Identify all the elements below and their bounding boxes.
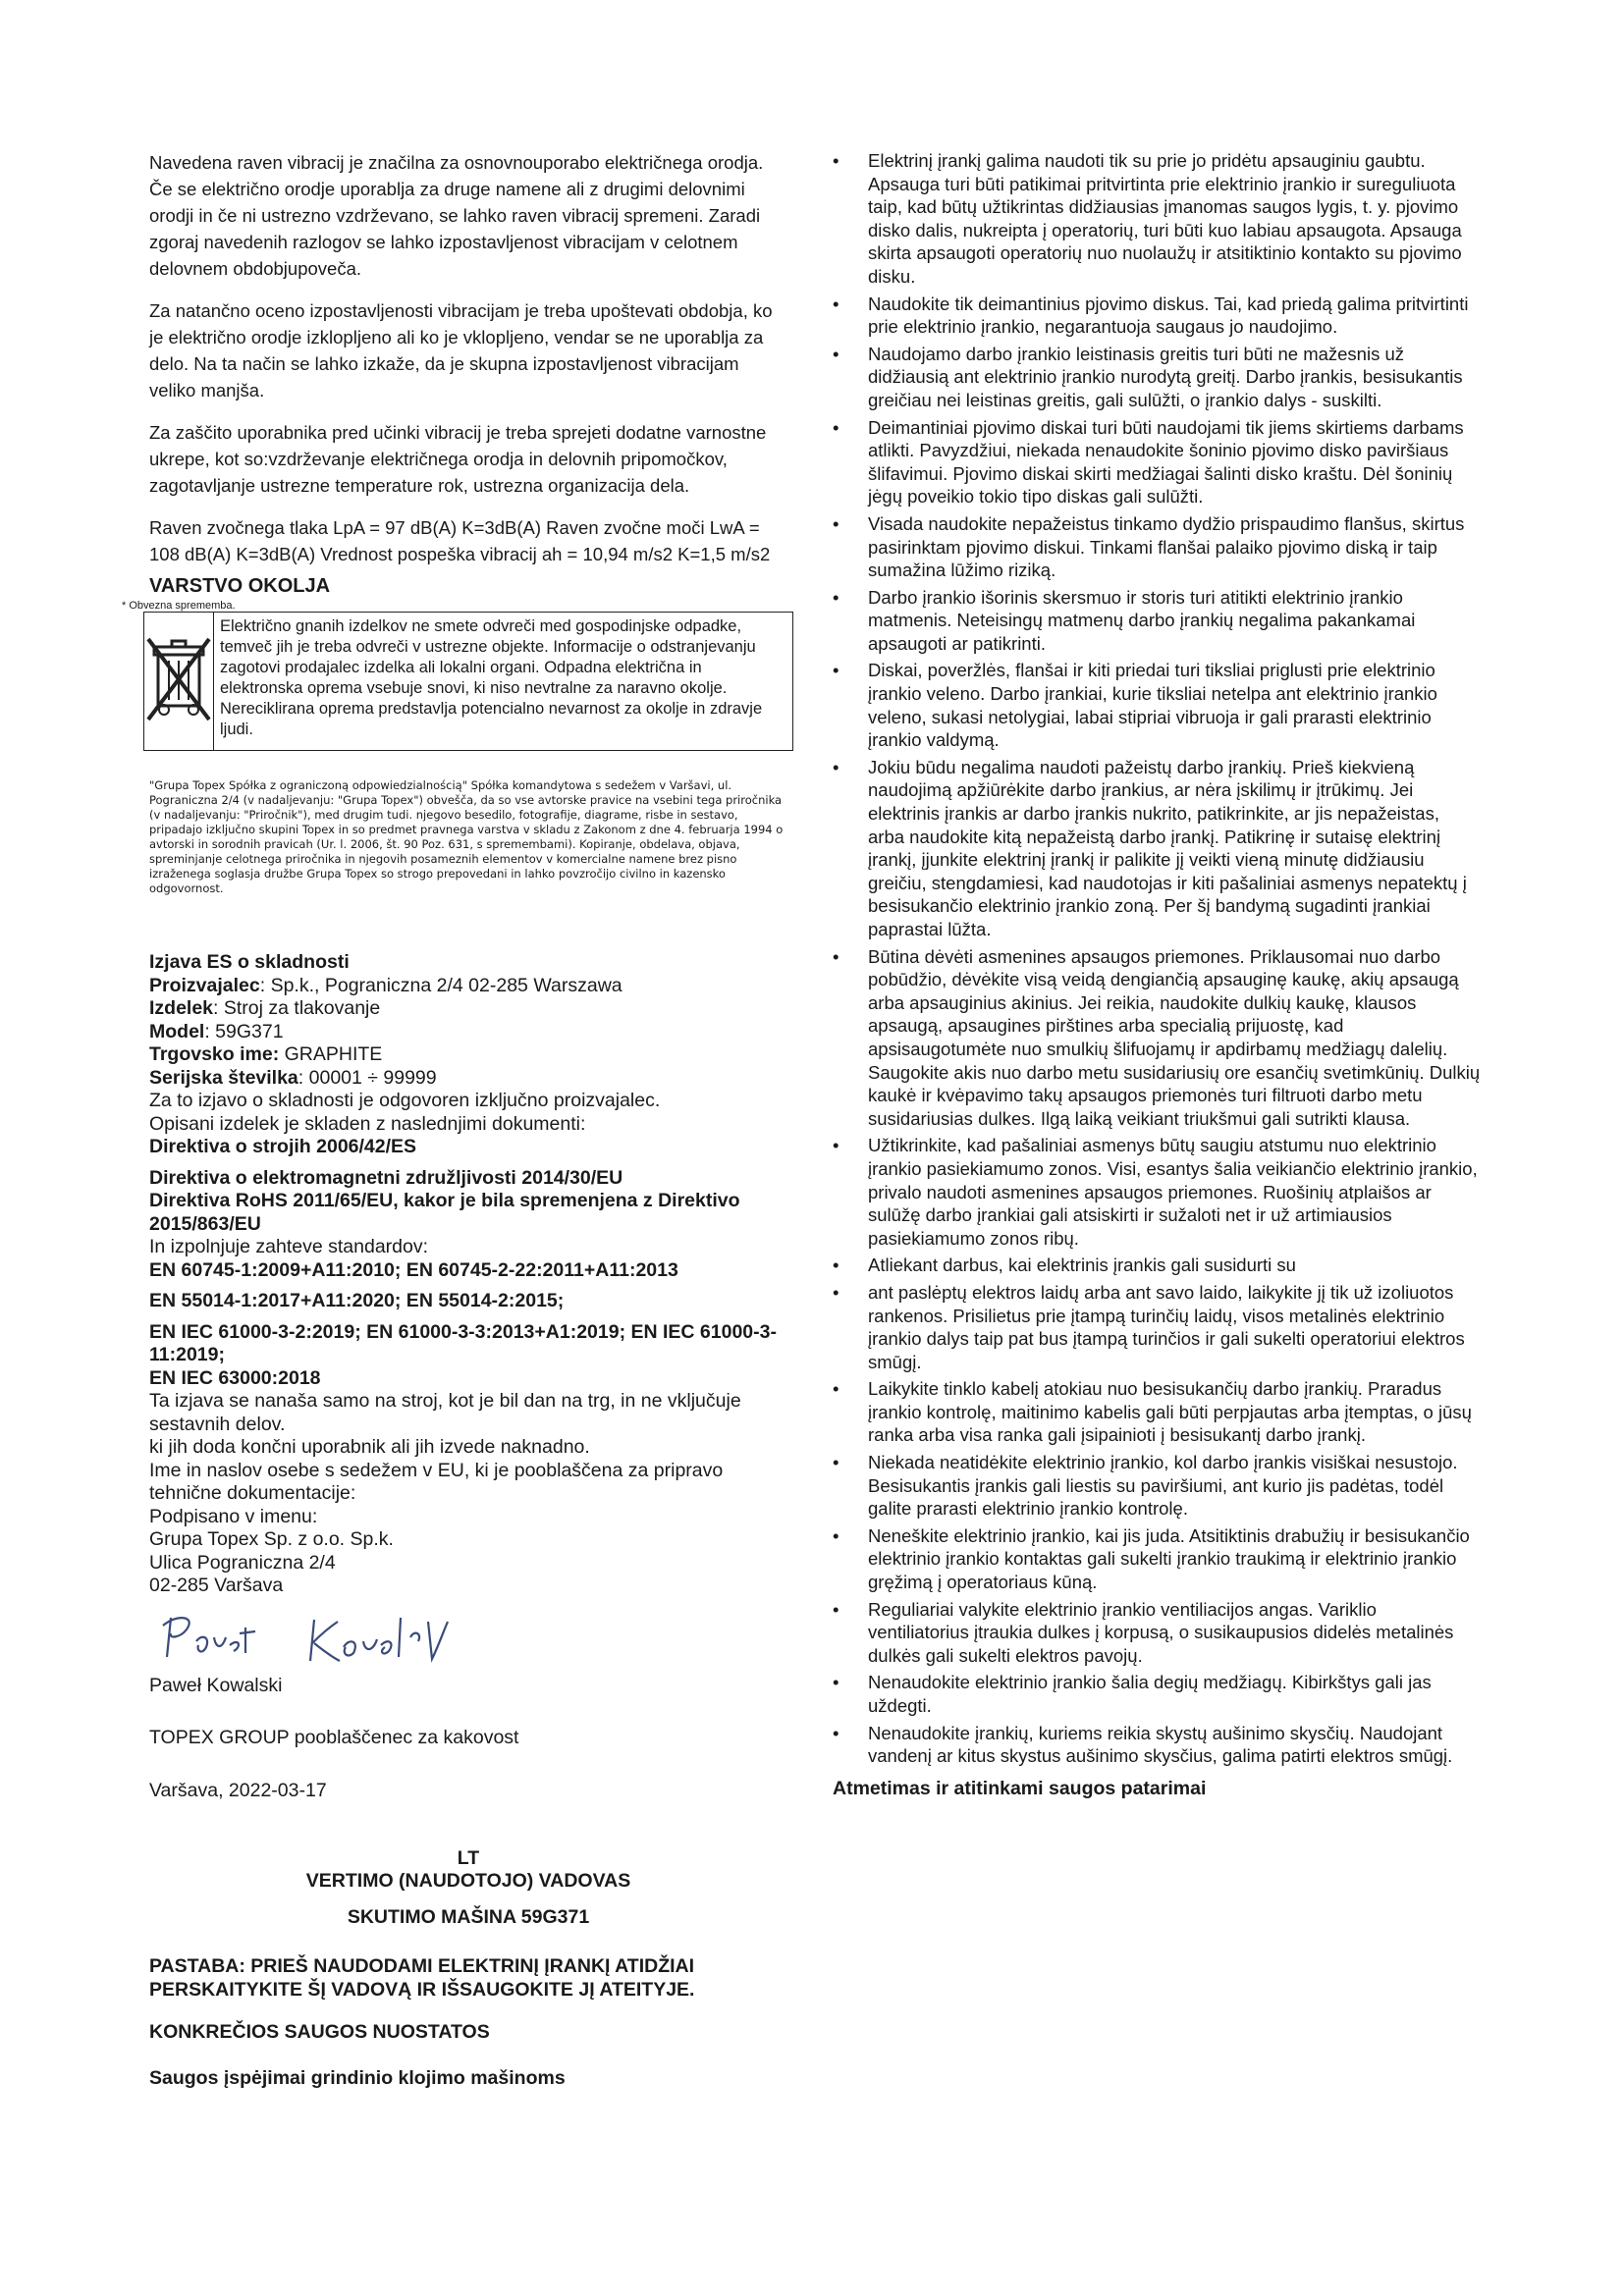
product-label: Izdelek <box>149 997 214 1019</box>
authorized-person-text: Ime in naslov osebe s sedežem v EU, ki je pooblaščena za pripravo tehnične dokumentacije: <box>149 1459 724 1504</box>
safety-item-text: Nenaudokite įrankių, kuriems reikia skystų aušinimo skysčių. Naudojant vandenį ar kitus skystus aušinimo skysčius, galima patirti elektros smūgį. <box>868 1722 1453 1767</box>
specific-safety-heading: KONKREČIOS SAUGOS NUOSTATOS <box>149 2021 490 2043</box>
directive-emc: Direktiva o elektromagnetni združljivosti 2014/30/EU <box>149 1166 623 1189</box>
read-manual-notice: PASTABA: PRIEŠ NAUDODAMI ELEKTRINĮ ĮRANKĮ ATIDŽIAI PERSKAITYKITE ŠĮ VADOVĄ IR IŠSAUGOKITE JĮ ATEITYJE. <box>149 1955 695 2001</box>
safety-item-text: Būtina dėvėti asmenines apsaugos priemones. Priklausomai nuo darbo pobūdžio, dėvėkite visą veidą dengiančią apsauginę kaukę, akių apsaugą arba apsauginius akinius. Jei reikia, naudokite dulkių kaukę, klausos apsaugą, apsaugines pirštines arba specialią prijuostę, kad apsisaugotumėte nuo smulkių šlifuojamų ir apdirbamų medžiagų dalelių. Saugokite akis nuo darbo metu susidariusių ore esančių svetimkūnių. Dulkių kaukė ir kvėpavimo takų apsaugos priemonės turi filtruoti darbo metu susidariusias dulkes. Ilgą laiką veikiant triukšmui gali sutrikti klausa. <box>868 945 1481 1129</box>
vibration-paragraph: Za natančno oceno izpostavljenosti vibracijam je treba upoštevati obdobja, ko je električno orodje izklopljeno ali ko je vklopljeno, vendar se ne uporablja za delo. Na ta način se lahko izkaže, da je skupna izpostavljenost vibracijam veliko manjša. <box>149 300 773 400</box>
place-and-date: Varšava, 2022-03-17 <box>149 1779 327 1801</box>
bullet-icon: • <box>833 945 839 967</box>
manufacturer-label: Proizvajalec <box>149 974 260 996</box>
bullet-icon: • <box>833 512 839 534</box>
product-line <box>149 997 787 1021</box>
company-name: Grupa Topex Sp. z o.o. Sp.k. <box>149 1528 394 1550</box>
bullet-icon: • <box>833 150 839 171</box>
weee-text: Električno gnanih izdelkov ne smete odvreči med gospodinjske odpadke, temveč jih je treba odvreči v ustrezne objekte. Informacije o odstranjevanju zagotovi prodajalec izdelka ali lokalni organi. Odpadna električna in elektronska oprema vsebuje snovi, ki niso nevtralne za naravno okolje. Nereciklirana oprema predstavlja potencialno nevarnost za okolje in zdravje ljudi. <box>220 617 763 738</box>
safety-item <box>833 343 1481 412</box>
safety-item-text: ant paslėptų elektros laidų arba ant savo laido, laikykite jį tik už izoliuotos rankenos. Prisilietus prie įtampą turinčių laidų, visos metalinės elektrinio įrankio dalys taip pat bus įtampą turinčios ir gali sukelti operatoriui elektros smūgį. <box>868 1281 1465 1372</box>
machine-title: SKUTIMO MAŠINA 59G371 <box>347 1906 590 1928</box>
manufacturer-line <box>149 975 787 998</box>
bullet-icon: • <box>833 416 839 438</box>
mandatory-change-note: * Obvezna sprememba. <box>122 600 236 612</box>
model-value: : 59G371 <box>204 1020 284 1042</box>
declaration-of-conformity <box>149 951 787 1802</box>
bullet-icon: • <box>833 1524 839 1546</box>
standard-line: EN 55014-1:2017+A11:2020; EN 55014-2:2015; <box>149 1290 565 1311</box>
safety-item <box>833 293 1481 339</box>
serial-value: : 00001 ÷ 99999 <box>298 1066 437 1089</box>
safety-item-text: Atliekant darbus, kai elektrinis įrankis gali susidurti su <box>868 1255 1296 1276</box>
kickback-heading: Atmetimas ir atitinkami saugos patarimai <box>833 1777 1207 1799</box>
bullet-icon: • <box>833 1722 839 1743</box>
vibration-section <box>149 149 787 567</box>
left-column <box>122 149 787 2090</box>
safety-item-text: Jokiu būdu negalima naudoti pažeistų darbo įrankių. Prieš kiekvieną naudojimą apžiūrėkite darbo įrankius, ar nėra įskilimų ir įtrūkimų. Jei elektrinis įrankis ar darbo įrankis nukrito, patikrinkite, ar jis nepažeistas, arba naudokite kitą nepažeistą darbo įrankį. Patikrinę ir sutaisę elektrinį įrankį, įjunkite elektrinį įrankį ir palikite jį veikti vieną minutę didžiausiu greičiu, stengdamiesi, kad naudotojas ir kiti pašaliniai asmenys nepatektų į besisukančio elektrinio įrankio zoną. Per šį bandymą sugadinti įrankiai paprastai lūžta. <box>868 756 1467 939</box>
bullet-icon: • <box>833 1378 839 1400</box>
floor-machine-warnings-heading: Saugos įspėjimai grindinio klojimo mašinoms <box>149 2067 566 2089</box>
safety-item <box>833 1671 1481 1717</box>
bullet-icon: • <box>833 1672 839 1693</box>
safety-item-text: Laikykite tinklo kabelį atokiau nuo besisukančių darbo įrankių. Praradus įrankio kontrolę, maitinimo kabelis gali būti perpjautas arba įtemptas, o jūsų ranka arba visa ranka gali įsipainioti į besisukantį darbo įrankį. <box>868 1378 1472 1446</box>
scope-text: Ta izjava se nanaša samo na stroj, kot je bil dan na trg, in ne vključuje sestavnih delov. <box>149 1390 741 1435</box>
safety-item <box>833 1281 1481 1373</box>
product-value: : Stroj za tlakovanje <box>213 997 381 1019</box>
safety-item-text: Užtikrinkite, kad pašaliniai asmenys būtų saugiu atstumu nuo elektrinio įrankio pasiekiamumo zonos. Visi, esantys šalia veikiančio elektrinio įrankio, privalo naudoti asmenines apsaugos priemones. Ruošinių atplaišos ar sulūžę darbo įrankiai gali atsiskirti ir sužaloti net ir už artimiausios pasiekiamumo zonos ribų. <box>868 1135 1478 1249</box>
signer-role: TOPEX GROUP pooblaščenec za kakovost <box>149 1727 519 1748</box>
conformity-text: Opisani izdelek je skladen z naslednjimi dokumenti: <box>149 1112 586 1135</box>
standard-line: EN IEC 61000-3-2:2019; EN 61000-3-3:2013+A1:2019; EN IEC 61000-3-11:2019; <box>149 1320 777 1365</box>
bullet-icon: • <box>833 1135 839 1156</box>
directive-rohs: Direktiva RoHS 2011/65/EU, kakor je bila spremenjena z Direktivo 2015/863/EU <box>149 1190 740 1235</box>
bullet-icon: • <box>833 1452 839 1473</box>
safety-item <box>833 1451 1481 1521</box>
crossed-bin-icon <box>144 613 214 750</box>
company-city: 02-285 Varšava <box>149 1575 284 1596</box>
model-label: Model <box>149 1020 205 1042</box>
bullet-icon: • <box>833 1598 839 1620</box>
safety-item <box>833 512 1481 582</box>
safety-item <box>833 756 1481 941</box>
company-street: Ulica Pograniczna 2/4 <box>149 1551 336 1574</box>
weee-notice-box <box>143 612 793 751</box>
safety-item <box>833 1598 1481 1668</box>
language-code: LT <box>457 1847 480 1869</box>
serial-line <box>149 1067 787 1091</box>
bullet-icon: • <box>833 343 839 364</box>
safety-item-text: Elektrinį įrankį galima naudoti tik su prie jo pridėtu apsauginiu gaubtu. Apsauga turi būti patikimai pritvirtinta prie elektrinio įrankio ir sureguliuota taip, kad būtų užtikrintas didžiausias įmanomas saugos lygis, t. y. pjovimo disko dalis, nukreipta į operatorių, turi būti kuo labiau apsaugota. Apsauga skirta apsaugoti operatorių nuo nuolaužų ir atsitiktinio kontakto su pjovimo disku. <box>868 150 1462 287</box>
standards-intro: In izpolnjuje zahteve standardov: <box>149 1236 429 1257</box>
bullet-icon: • <box>833 293 839 314</box>
vibration-paragraph: Za zaščito uporabnika pred učinki vibracij je treba sprejeti dodatne varnostne ukrepe, kot so:vzdrževanje električnega orodja in delovnih pripomočkov, zagotavljanje ustrezne temperature rok, ustrezna organizacija dela. <box>149 422 767 496</box>
safety-item <box>833 1254 1481 1277</box>
safety-item <box>833 1524 1481 1594</box>
safety-item-text: Naudokite tik deimantinius pjovimo diskus. Tai, kad priedą galima pritvirtinti prie elektrinio įrankio, negarantuoja saugaus jo naudojimo. <box>868 293 1469 338</box>
safety-list <box>833 149 1481 1768</box>
bullet-icon: • <box>833 756 839 777</box>
standard-line: EN 60745-1:2009+A11:2010; EN 60745-2-22:2011+A11:2013 <box>149 1258 678 1281</box>
trade-name-line <box>149 1043 787 1067</box>
declaration-title: Izjava ES o skladnosti <box>149 951 350 973</box>
standard-line: EN IEC 63000:2018 <box>149 1366 321 1389</box>
copyright-notice: "Grupa Topex Spółka z ograniczoną odpowiedzialnością" Spółka komandytowa s sedežem v Varšavi, ul. Pograniczna 2/4 (v nadaljevanju: "Grupa Topex") obvešča, da so vse avtorske pravice na vsebini tega priročnika (v nadaljevanju: "Priročnik"), med drugim tudi. njegovo besedilo, fotografije, diagrame, risbe in sestavo, pripadajo izključno skupini Topex in so predmet pravnega varstva v skladu z Zakonom z dne 4. februarja 1994 o avtorski in sorodnih pravicah (Ur. l. 2006, št. 90 Poz. 631, s spremembami). Kopiranje, obdelava, objava, spreminjanje celotnega priročnika in njegovih posameznih elementov v komercialne namene brez pisno izraženega soglasja družbe Grupa Topex so strogo prepovedani in lahko povzročijo civilno in kazensko odgovornost. <box>149 778 784 895</box>
safety-item <box>833 149 1481 289</box>
model-line <box>149 1021 787 1044</box>
bullet-icon: • <box>833 1281 839 1303</box>
handwritten-signature <box>157 1608 787 1669</box>
safety-item-text: Diskai, poveržlės, flanšai ir kiti priedai turi tiksliai priglusti prie elektrinio įrankio veleno. Darbo įrankiai, kurie tiksliai netelpa ant elektrinio įrankio veleno, sukasi netolygiai, labai stipriai vibruoja ir gali prarasti elektrinio įrankio valdymą. <box>868 660 1437 751</box>
manual-title: VERTIMO (NAUDOTOJO) VADOVAS <box>305 1870 631 1892</box>
signed-on-behalf: Podpisano v imenu: <box>149 1505 318 1527</box>
safety-item-text: Neneškite elektrinio įrankio, kai jis juda. Atsitiktinis drabužių ir besisukančio elektrinio įrankio kontaktas gali sukelti įrankio traukimą ir elektrinio įrankio gręžimą į operatoriaus kūną. <box>868 1524 1470 1593</box>
right-column <box>833 149 1481 1800</box>
bullet-icon: • <box>833 1255 839 1276</box>
safety-item <box>833 586 1481 656</box>
safety-item-text: Naudojamo darbo įrankio leistinasis greitis turi būti ne mažesnis už didžiausią ant elektrinio įrankio nurodytą greitį. Darbo įrankis, besisukantis greičiau nei leistinas greitis, gali sulūžti, o įrankio dalys - suskilti. <box>868 343 1463 410</box>
signer-name: Paweł Kowalski <box>149 1674 283 1696</box>
safety-item <box>833 659 1481 751</box>
safety-item-text: Deimantiniai pjovimo diskai turi būti naudojami tik jiems skirtiems darbams atlikti. Pavyzdžiui, niekada nenaudokite šoninio pjovimo disko paviršiaus šlifavimui. Pjovimo diskai skirti medžiagai šalinti disko kraštu. Dėl šoninių jėgų poveikio tokio tipo diskas gali sulūžti. <box>868 416 1464 507</box>
safety-item <box>833 416 1481 508</box>
safety-item <box>833 1377 1481 1447</box>
safety-item-text: Darbo įrankio išorinis skersmuo ir storis turi atitikti elektrinio įrankio matmenis. Neteisingų matmenų darbo įrankių negalima pakankamai apsaugoti ar patikrinti. <box>868 586 1416 654</box>
trade-name-label: Trgovsko ime: <box>149 1043 280 1065</box>
safety-item <box>833 1134 1481 1250</box>
scope-text-2: ki jih doda končni uporabnik ali jih izvede naknadno. <box>149 1436 590 1458</box>
responsibility-text: Za to izjavo o skladnosti je odgovoren izključno proizvajalec. <box>149 1090 661 1111</box>
bullet-icon: • <box>833 660 839 681</box>
safety-item <box>833 1722 1481 1768</box>
safety-item-text: Nenaudokite elektrinio įrankio šalia degių medžiagų. Kibirkštys gali jas uždegti. <box>868 1672 1432 1716</box>
directive-machinery: Direktiva o strojih 2006/42/ES <box>149 1136 417 1157</box>
safety-item <box>833 945 1481 1131</box>
noise-values: Raven zvočnega tlaka LpA = 97 dB(A) K=3dB(A) Raven zvočne moči LwA = 108 dB(A) K=3dB(A) Vrednost pospeška vibracij ah = 10,94 m/s2 K=1,5 m/s2 <box>149 517 771 564</box>
manufacturer-value: : Sp.k., Pograniczna 2/4 02-285 Warszawa <box>259 974 623 996</box>
safety-item-text: Reguliariai valykite elektrinio įrankio ventiliacijos angas. Variklio ventiliatorius įtraukia dulkes į korpusą, o susikaupusios didelės metalinės dulkės gali sukelti elektros pavojų. <box>868 1598 1454 1666</box>
safety-item-text: Visada naudokite nepažeistus tinkamo dydžio prispaudimo flanšus, skirtus pasirinktam pjovimo diskui. Tinkami flanšai palaiko pjovimo diską ir taip sumažina lūžimo riziką. <box>868 512 1465 581</box>
bullet-icon: • <box>833 586 839 608</box>
environment-title: VARSTVO OKOLJA <box>149 575 331 597</box>
trade-name-value: GRAPHITE <box>279 1043 383 1065</box>
serial-label: Serijska številka <box>149 1066 298 1089</box>
vibration-paragraph: Navedena raven vibracij je značilna za osnovnouporabo električnega orodja. Če se električno orodje uporablja za druge namene ali z drugimi delovnimi orodji in če ni ustrezno vzdrževano, se lahko raven vibracij spremeni. Zaradi zgoraj navedenih razlogov se lahko izpostavljenost vibracijam v celotnem delovnem obdobjupoveča. <box>149 152 764 279</box>
safety-item-text: Niekada neatidėkite elektrinio įrankio, kol darbo įrankis visiškai nesustojo. Besisukantis įrankis gali liestis su paviršiumi, ant kurio jis padėtas, todėl galite prarasti elektrinio įrankio kontrolę. <box>868 1452 1458 1520</box>
